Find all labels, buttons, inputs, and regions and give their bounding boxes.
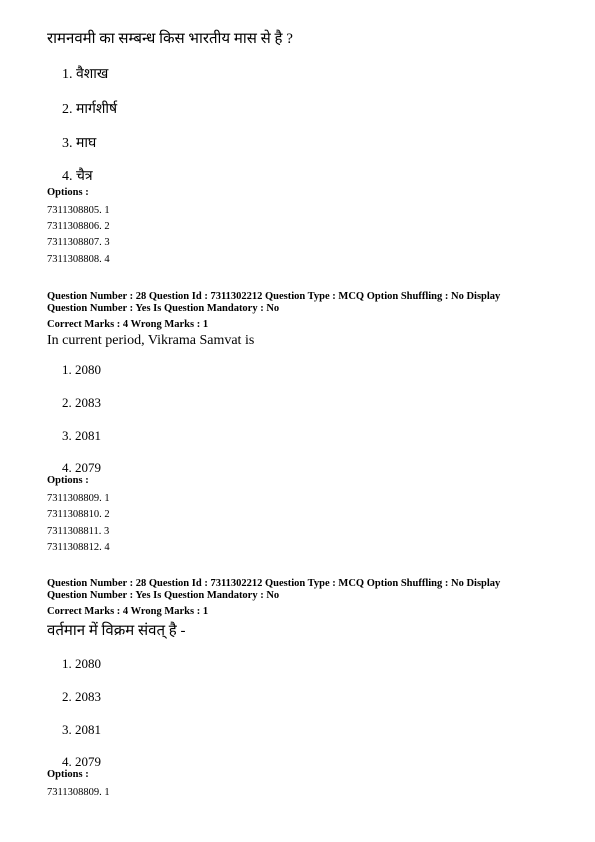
question-marks: Correct Marks : 4 Wrong Marks : 1: [47, 319, 209, 330]
option-id-3: 7311308807. 3: [47, 237, 110, 248]
option-1: 1. वैशाख: [62, 67, 109, 82]
option-1: 1. 2080: [62, 362, 101, 377]
option-id-2: 7311308810. 2: [47, 509, 110, 520]
option-2: 2. 2083: [62, 689, 101, 704]
option-4: 4. 2079: [62, 460, 101, 475]
options-label: Options :: [47, 187, 89, 198]
question-text: वर्तमान में विक्रम संवत् है -: [47, 623, 186, 639]
option-id-4: 7311308812. 4: [47, 542, 110, 553]
option-id-3: 7311308811. 3: [47, 526, 110, 537]
option-id-2: 7311308806. 2: [47, 221, 110, 232]
option-4: 4. 2079: [62, 754, 101, 769]
question-meta-line-2: Question Number : Yes Is Question Mandatory : No: [47, 590, 280, 601]
option-id-4: 7311308808. 4: [47, 254, 110, 265]
option-3: 3. 2081: [62, 722, 101, 737]
question-meta-line-1: Question Number : 28 Question Id : 7311302212 Question Type : MCQ Option Shuffling : No Display: [47, 291, 501, 302]
option-id-1: 7311308809. 1: [47, 493, 110, 504]
option-id-1: 7311308809. 1: [47, 787, 110, 798]
question-text: In current period, Vikrama Samvat is: [47, 333, 255, 348]
option-1: 1. 2080: [62, 656, 101, 671]
option-2: 2. मार्गशीर्ष: [62, 102, 118, 117]
option-3: 3. माघ: [62, 136, 97, 151]
option-2: 2. 2083: [62, 395, 101, 410]
options-label: Options :: [47, 475, 89, 486]
question-meta-line-1: Question Number : 28 Question Id : 7311302212 Question Type : MCQ Option Shuffling : No Display: [47, 578, 501, 589]
option-4: 4. चैत्र: [62, 169, 93, 184]
options-label: Options :: [47, 769, 89, 780]
question-meta-line-2: Question Number : Yes Is Question Mandatory : No: [47, 303, 280, 314]
option-3: 3. 2081: [62, 428, 101, 443]
question-text: रामनवमी का सम्बन्ध किस भारतीय मास से है ?: [47, 31, 293, 47]
question-marks: Correct Marks : 4 Wrong Marks : 1: [47, 606, 209, 617]
option-id-1: 7311308805. 1: [47, 205, 110, 216]
